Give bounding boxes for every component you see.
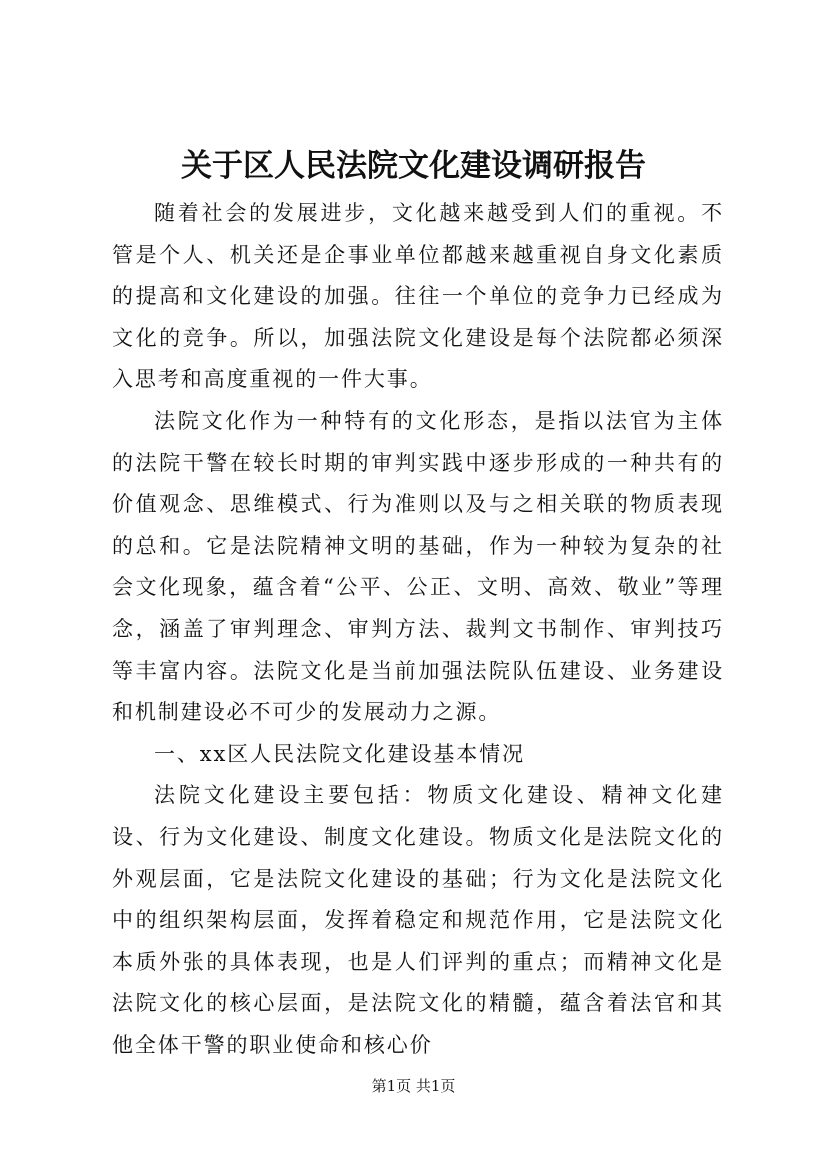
paragraph-1: 随着社会的发展进步，文化越来越受到人们的重视。不管是个人、机关还是企事业单位都越来越重视自身文化素质的提高和文化建设的加强。往往一个单位的竞争力已经成为文化的竞争。所以，加强法院文化建设是每个法院都必须深入思考和高度重视的一件大事。 bbox=[112, 201, 724, 392]
paragraph-3: 法院文化建设主要包括：物质文化建设、精神文化建设、行为文化建设、制度文化建设。物质文化是法院文化的外观层面，它是法院文化建设的基础；行为文化是法院文化中的组织架构层面，发挥着稳定和规范作用，它是法院文化本质外张的具体表现，也是人们评判的重点；而精神文化是法院文化的核心层面，是法院文化的精髓，蕴含着法官和其他全体干警的职业使命和核心价 bbox=[112, 783, 724, 1057]
paragraph-2: 法院文化作为一种特有的文化形态，是指以法官为主体的法院干警在较长时期的审判实践中逐步形成的一种共有的价值观念、思维模式、行为准则以及与之相关联的物质表现的总和。它是法院精神文明的基础，作为一种较为复杂的社会文化现象，蕴含着“公平、公正、文明、高效、敬业”等理念，涵盖了审判理念、审判方法、裁判文书制作、审判技巧等丰富内容。法院文化是当前加强法院队伍建设、业务建设和机制建设必不可少的发展动力之源。 bbox=[112, 408, 724, 725]
document-title: 关于区人民法院文化建设调研报告 bbox=[181, 148, 646, 184]
section-heading: 一、xx区人民法院文化建设基本情况 bbox=[154, 741, 525, 766]
page-footer: 第1页 共1页 bbox=[371, 1077, 456, 1095]
document-body bbox=[112, 193, 724, 1066]
